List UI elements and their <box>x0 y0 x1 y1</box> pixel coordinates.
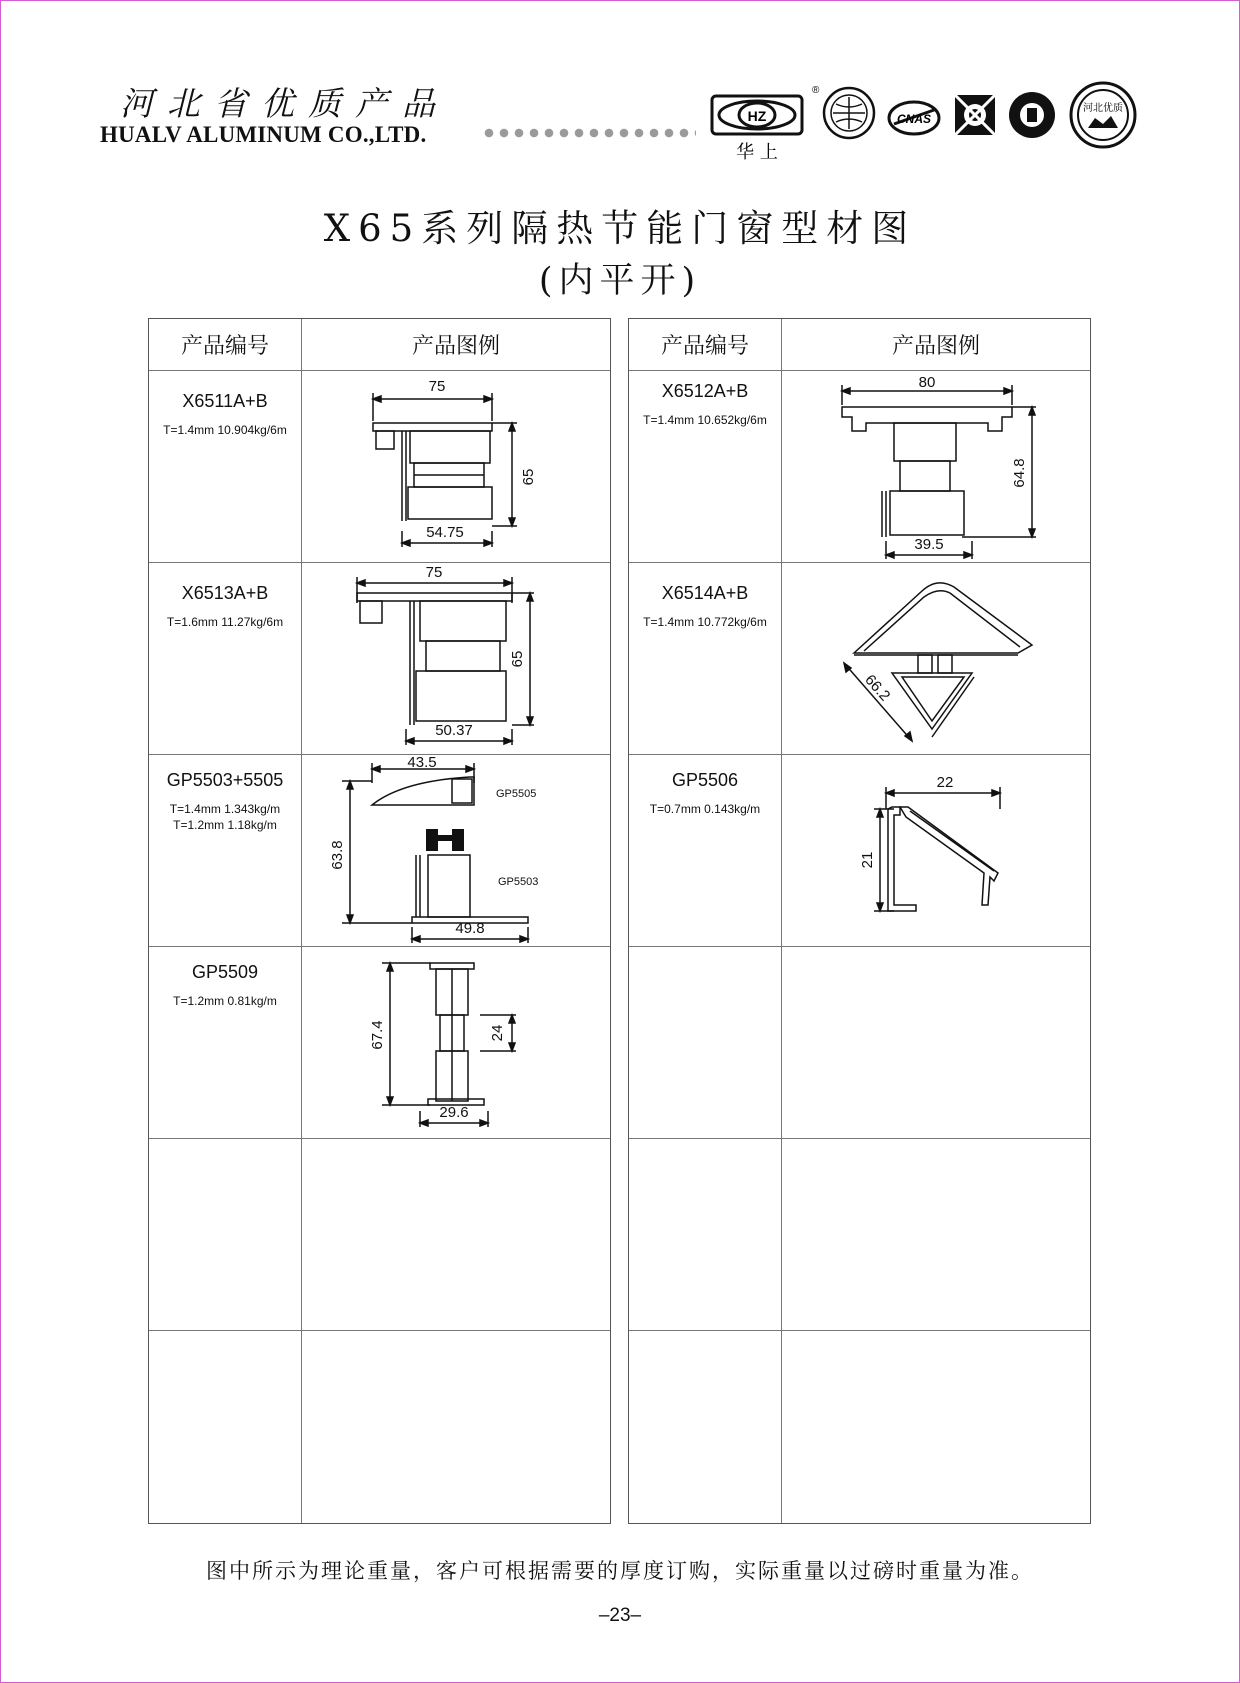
product-code: GP5506 <box>671 770 739 790</box>
dim-height: 63.8 <box>329 840 346 870</box>
dim-width: 80 <box>918 374 936 391</box>
page-number: –23– <box>598 1605 642 1626</box>
right-header-code: 产品编号 <box>629 319 782 370</box>
profile-drawing-x6514 <box>782 563 1090 755</box>
left-product-table <box>148 318 611 1524</box>
dim-height: 65 <box>509 650 526 668</box>
page-subtitle: (内平开) <box>538 261 702 301</box>
profile-drawing-x6513 <box>302 563 610 755</box>
product-row-gp5506 <box>629 755 1090 947</box>
dim-base: 54.75 <box>426 524 464 541</box>
dim-width: 43.5 <box>407 755 437 771</box>
product-spec: T=1.4mm 1.343kg/m <box>169 802 281 816</box>
dim-height: 67.4 <box>369 1020 386 1050</box>
product-spec: T=1.4mm 10.904kg/6m <box>163 423 287 437</box>
dim-base: 50.37 <box>435 722 473 739</box>
brand-name: 华 上 <box>736 142 778 163</box>
knot-icon <box>955 95 995 135</box>
brand-logo <box>712 85 820 163</box>
header-company-name: HUALV ALUMINUM CO.,LTD. <box>100 122 427 147</box>
right-header-row <box>629 319 1090 371</box>
product-row-x6514 <box>629 563 1090 755</box>
dim-width: 75 <box>425 564 443 581</box>
svg-text:®: ® <box>812 85 820 96</box>
product-row-gp5509 <box>149 947 610 1139</box>
dim-width: 22 <box>936 774 954 791</box>
empty-row <box>629 947 1090 1139</box>
product-spec: T=1.6mm 11.27kg/6m <box>166 615 284 629</box>
part-label-gp5505: GP5505 <box>496 788 537 800</box>
product-spec: T=1.4mm 10.772kg/6m <box>643 615 767 629</box>
brand-mark: HZ <box>747 108 767 124</box>
product-code: GP5509 <box>191 962 259 982</box>
left-header-row <box>149 319 610 371</box>
page-title: X65系列隔热节能门窗型材图 <box>323 207 917 250</box>
product-row-x6511 <box>149 371 610 563</box>
profile-drawing-x6512 <box>782 371 1090 563</box>
profile-drawing-gp5509 <box>302 947 610 1139</box>
dim-base: 29.6 <box>439 1104 469 1121</box>
landmark-seal-icon <box>1009 92 1055 138</box>
globe-seal-icon <box>824 88 874 138</box>
product-spec: T=1.2mm 1.18kg/m <box>173 818 277 832</box>
product-code: GP5503+5505 <box>166 770 284 790</box>
product-code: X6513A+B <box>181 583 269 603</box>
dim-height: 21 <box>859 851 876 869</box>
dim-diagonal: 66.2 <box>861 671 894 705</box>
product-code: X6512A+B <box>661 381 749 401</box>
empty-row <box>149 1331 610 1523</box>
product-row-x6512 <box>629 371 1090 563</box>
seal-text: 河北优质 <box>1083 103 1123 114</box>
product-spec: T=1.4mm 10.652kg/6m <box>643 413 767 427</box>
dim-base: 39.5 <box>914 536 944 553</box>
dim-mid: 24 <box>489 1024 506 1042</box>
right-header-illustration: 产品图例 <box>891 334 980 359</box>
left-header-illustration: 产品图例 <box>411 334 500 359</box>
part-label-gp5503: GP5503 <box>498 876 539 888</box>
empty-row <box>629 1139 1090 1331</box>
dim-height: 64.8 <box>1011 458 1028 488</box>
hebei-quality-seal-icon <box>1071 83 1135 147</box>
empty-row <box>149 1139 610 1331</box>
cnas-mark: CNAS <box>896 112 932 126</box>
footer-note: 图中所示为理论重量，客户可根据需要的厚度订购，实际重量以过磅时重量为准。 <box>206 1559 1034 1583</box>
dim-base: 49.8 <box>455 920 485 937</box>
empty-row <box>629 1331 1090 1523</box>
product-code: X6511A+B <box>182 391 268 411</box>
dim-width: 75 <box>428 378 446 395</box>
product-spec: T=1.2mm 0.81kg/m <box>173 994 277 1008</box>
product-row-x6513 <box>149 563 610 755</box>
left-header-code: 产品编号 <box>149 319 302 370</box>
product-row-gp5503-5505 <box>149 755 610 947</box>
dim-height: 65 <box>520 468 537 486</box>
header-logos <box>0 0 1240 170</box>
profile-drawing-x6511 <box>302 371 610 563</box>
cnas-icon <box>889 102 939 134</box>
header-cn-title: 河北省优质产品 <box>120 84 449 123</box>
profile-drawing-gp5506 <box>782 755 1090 947</box>
right-product-table <box>628 318 1091 1524</box>
profile-drawing-gp5503 <box>302 755 610 947</box>
product-spec: T=0.7mm 0.143kg/m <box>649 802 761 816</box>
product-code: X6514A+B <box>661 583 749 603</box>
